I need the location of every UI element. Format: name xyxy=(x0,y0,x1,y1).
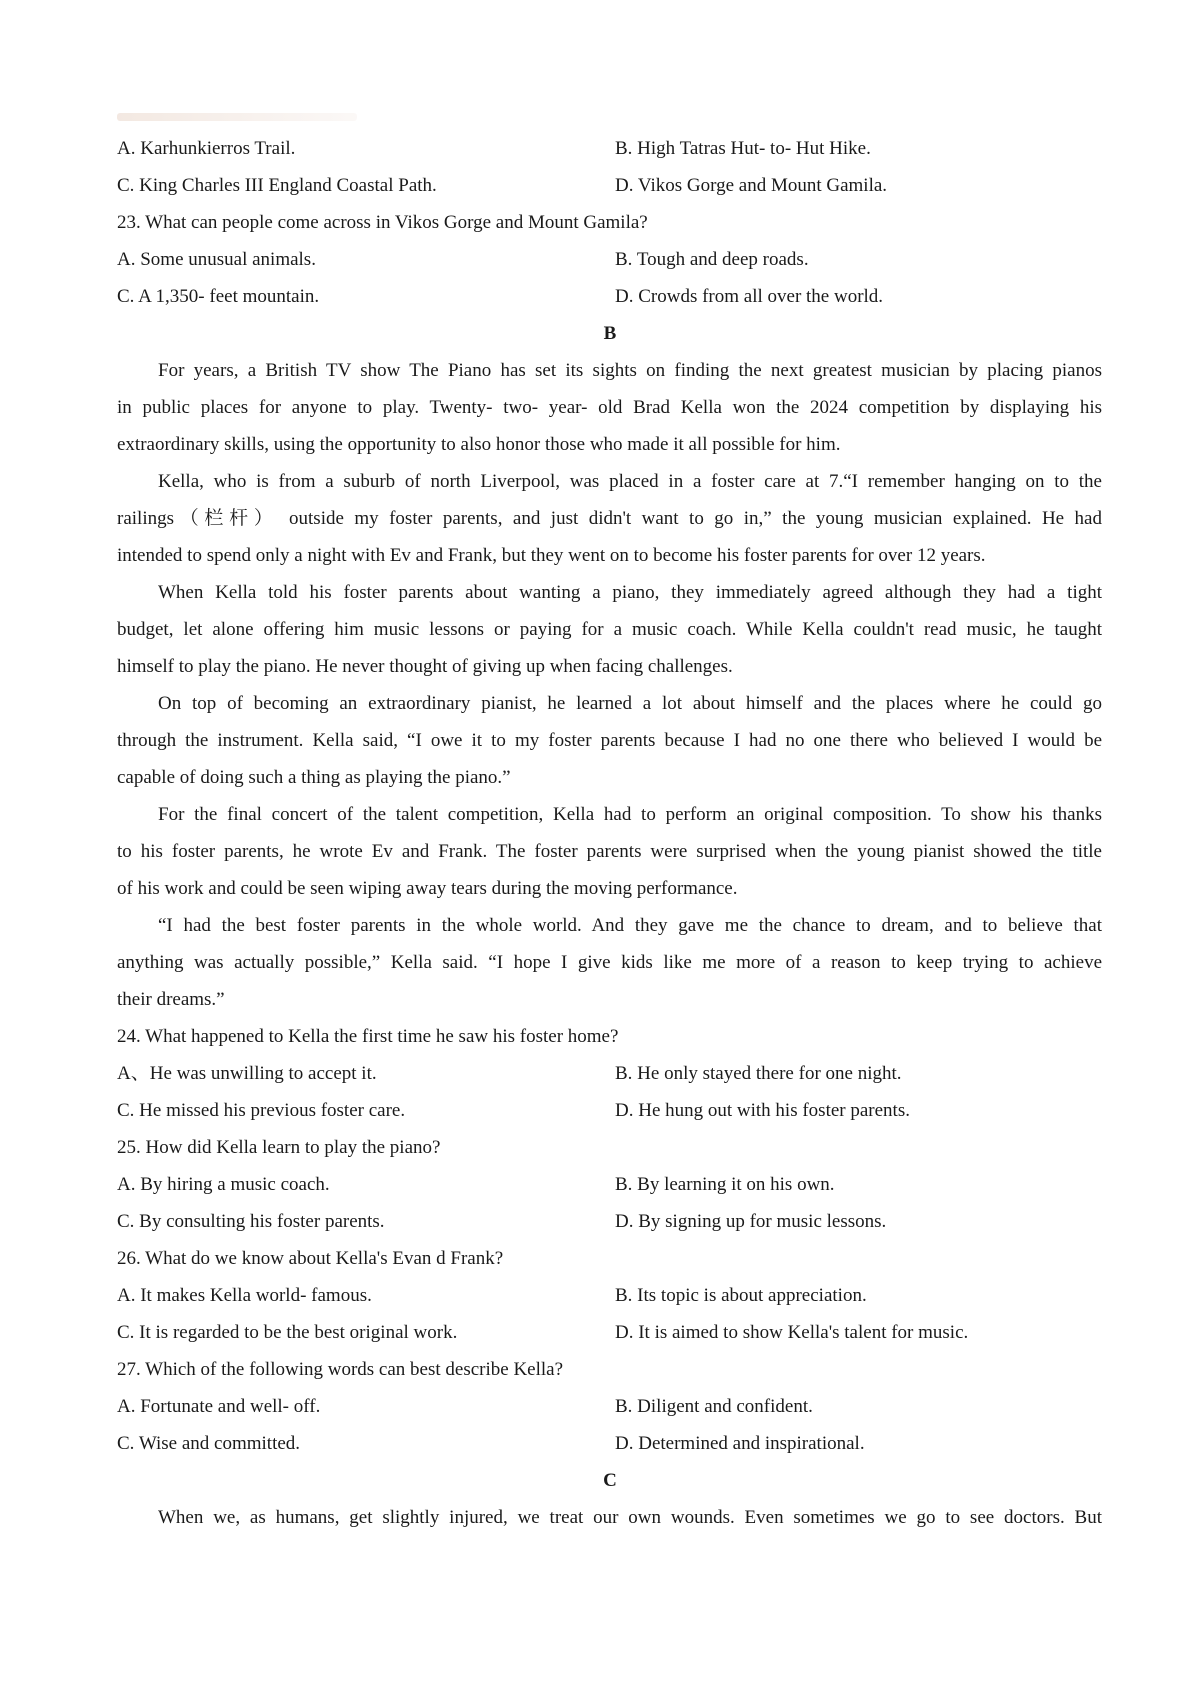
passage-line: anything was actually possible,” Kella said. “I hope I give kids like me more of a reason to keep trying to achieve xyxy=(117,952,1102,973)
q25-question: 25. How did Kella learn to play the piano? xyxy=(117,1137,441,1158)
passage-line: For years, a British TV show The Piano has set its sights on finding the next greatest musician by placing pianos xyxy=(158,360,1102,381)
q24-option-c: C. He missed his previous foster care. xyxy=(117,1100,406,1121)
q26-option-b: B. Its topic is about appreciation. xyxy=(615,1285,867,1306)
passage-line: budget, let alone offering him music lessons or paying for a music coach. While Kella couldn't read music, he taught xyxy=(117,619,1102,640)
passage-line: through the instrument. Kella said, “I owe it to my foster parents because I had no one there who believed I would be xyxy=(117,730,1102,751)
section-c-heading: C xyxy=(603,1470,617,1491)
passage-line: intended to spend only a night with Ev and Frank, but they went on to become his foster parents for over 12 years. xyxy=(117,545,986,566)
q26-option-c: C. It is regarded to be the best original work. xyxy=(117,1322,458,1343)
q22-option-b: B. High Tatras Hut- to- Hut Hike. xyxy=(615,138,871,159)
passage-line: extraordinary skills, using the opportunity to also honor those who made it all possible for him. xyxy=(117,434,841,455)
q24-option-d: D. He hung out with his foster parents. xyxy=(615,1100,910,1121)
q25-option-d: D. By signing up for music lessons. xyxy=(615,1211,887,1232)
passage-line: capable of doing such a thing as playing the piano.” xyxy=(117,767,511,788)
passage-line: Kella, who is from a suburb of north Liverpool, was placed in a foster care at 7.“I remember hanging on to the xyxy=(158,471,1102,492)
passage-line: On top of becoming an extraordinary pianist, he learned a lot about himself and the places where he could go xyxy=(158,693,1102,714)
q22-option-a: A. Karhunkierros Trail. xyxy=(117,138,296,159)
q26-option-d: D. It is aimed to show Kella's talent for music. xyxy=(615,1322,969,1343)
passage-line: their dreams.” xyxy=(117,989,225,1010)
q23-option-b: B. Tough and deep roads. xyxy=(615,249,809,270)
passage-line: in public places for anyone to play. Twenty- two- year- old Brad Kella won the 2024 competition by displaying his xyxy=(117,397,1102,418)
q25-option-c: C. By consulting his foster parents. xyxy=(117,1211,385,1232)
q25-option-a: A. By hiring a music coach. xyxy=(117,1174,330,1195)
q23-question: 23. What can people come across in Vikos Gorge and Mount Gamila? xyxy=(117,212,648,233)
q23-option-c: C. A 1,350- feet mountain. xyxy=(117,286,320,307)
passage-line: When Kella told his foster parents about wanting a piano, they immediately agreed although they had a tight xyxy=(158,582,1102,603)
q22-option-d: D. Vikos Gorge and Mount Gamila. xyxy=(615,175,888,196)
q24-option-b: B. He only stayed there for one night. xyxy=(615,1063,902,1084)
q25-option-b: B. By learning it on his own. xyxy=(615,1174,835,1195)
faint-header-mark xyxy=(117,113,357,121)
passage-line: For the final concert of the talent competition, Kella had to perform an original composition. To show his thanks xyxy=(158,804,1102,825)
q27-option-a: A. Fortunate and well- off. xyxy=(117,1396,321,1417)
q22-option-c: C. King Charles III England Coastal Path. xyxy=(117,175,437,196)
q23-option-a: A. Some unusual animals. xyxy=(117,249,316,270)
passage-line: “I had the best foster parents in the whole world. And they gave me the chance to dream, and to believe that xyxy=(158,915,1102,936)
q24-question: 24. What happened to Kella the first time he saw his foster home? xyxy=(117,1026,619,1047)
q24-option-a: A、He was unwilling to accept it. xyxy=(117,1063,377,1084)
passage-line: of his work and could be seen wiping away tears during the moving performance. xyxy=(117,878,738,899)
passage-line: to his foster parents, he wrote Ev and Frank. The foster parents were surprised when the young pianist showed the title xyxy=(117,841,1102,862)
q26-option-a: A. It makes Kella world- famous. xyxy=(117,1285,372,1306)
q26-question: 26. What do we know about Kella's Evan d Frank? xyxy=(117,1248,504,1269)
passage-line: himself to play the piano. He never thought of giving up when facing challenges. xyxy=(117,656,733,677)
section-b-heading: B xyxy=(603,323,617,344)
passage-line: railings（栏杆） outside my foster parents, and just didn't want to go in,” the young musician explained. He had xyxy=(117,508,1102,529)
q23-option-d: D. Crowds from all over the world. xyxy=(615,286,884,307)
passage-line: When we, as humans, get slightly injured, we treat our own wounds. Even sometimes we go to see doctors. But xyxy=(158,1507,1102,1528)
q27-option-b: B. Diligent and confident. xyxy=(615,1396,813,1417)
q27-question: 27. Which of the following words can best describe Kella? xyxy=(117,1359,564,1380)
q27-option-c: C. Wise and committed. xyxy=(117,1433,301,1454)
q27-option-d: D. Determined and inspirational. xyxy=(615,1433,865,1454)
